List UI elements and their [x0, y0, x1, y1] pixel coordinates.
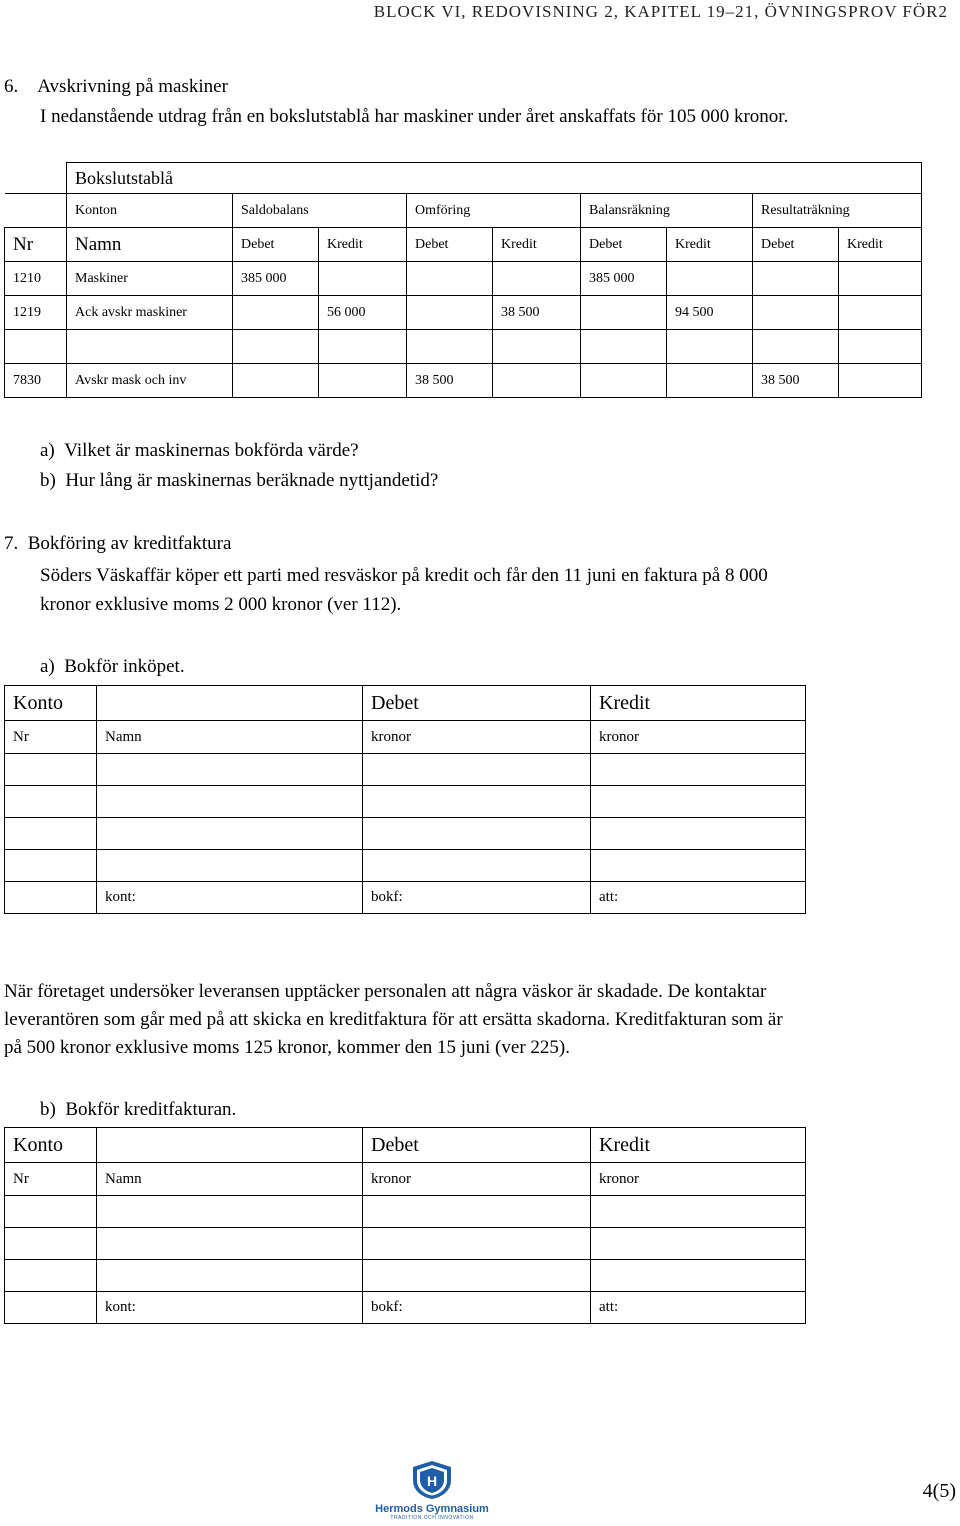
subhead-cell: Debet [753, 228, 839, 262]
journal-subhead-kronor: kronor [591, 1163, 806, 1196]
table-cell [839, 330, 922, 364]
group-resultatrakning: Resultaträkning [753, 194, 922, 228]
q6-title: 6. Avskrivning på maskiner [4, 76, 228, 97]
journal-footer-att: att: [591, 882, 806, 914]
q7-title: 7. Bokföring av kreditfaktura [4, 533, 232, 554]
journal-cell[interactable] [5, 850, 97, 882]
group-saldobalans: Saldobalans [233, 194, 407, 228]
journal-head-empty [97, 1128, 363, 1163]
subhead-nr: Nr [5, 228, 67, 262]
table-cell [67, 330, 233, 364]
journal-cell[interactable] [97, 786, 363, 818]
q7-middle-line1: När företaget undersöker leveransen upptäcker personalen att några väskor är skadade. De kontaktar [4, 981, 767, 1002]
journal-cell[interactable] [5, 1228, 97, 1260]
q7-middle-line2: leverantören som går med på att skicka en kreditfaktura för att ersätta skadorna. Kreditfakturan som är [4, 1009, 783, 1030]
journal-cell[interactable] [5, 1196, 97, 1228]
journal-subhead-nr: Nr [5, 721, 97, 754]
journal-footer-att: att: [591, 1292, 806, 1324]
table-cell [753, 262, 839, 296]
table-cell: Avskr mask och inv [67, 364, 233, 398]
table-cell: 385 000 [233, 262, 319, 296]
table-cell [667, 364, 753, 398]
svg-text:H: H [426, 1473, 438, 1489]
table-cell: 1210 [5, 262, 67, 296]
table-cell [233, 330, 319, 364]
journal-cell[interactable] [591, 754, 806, 786]
journal-head-konto: Konto [5, 686, 97, 721]
table-cell [407, 330, 493, 364]
journal-cell[interactable] [591, 850, 806, 882]
bokslutstabla-title: Bokslutstablå [67, 163, 922, 194]
q7-question-b: b) Bokför kreditfakturan. [40, 1099, 237, 1120]
table-row [5, 262, 922, 296]
journal-footer-kont: kont: [97, 882, 363, 914]
table-cell: Maskiner [67, 262, 233, 296]
subhead-namn: Namn [67, 228, 233, 262]
subhead-cell: Kredit [493, 228, 581, 262]
table-cell [493, 262, 581, 296]
q7-text-line2: kronor exklusive moms 2 000 kronor (ver 112). [40, 594, 402, 615]
journal-subhead-namn: Namn [97, 1163, 363, 1196]
journal-cell[interactable] [5, 1260, 97, 1292]
table-cell [319, 364, 407, 398]
journal-cell[interactable] [591, 1196, 806, 1228]
journal-entry-row [5, 850, 806, 882]
table-row [5, 330, 922, 364]
group-omforing: Omföring [407, 194, 581, 228]
journal-footer-cell [5, 882, 97, 914]
table-row [5, 296, 922, 330]
subhead-cell: Kredit [839, 228, 922, 262]
q7-middle-line3: på 500 kronor exklusive moms 125 kronor, kommer den 15 juni (ver 225). [4, 1037, 570, 1058]
journal-subhead-kronor: kronor [363, 1163, 591, 1196]
table-cell [839, 364, 922, 398]
q7-question-a: a) Bokför inköpet. [40, 656, 185, 677]
journal-subhead-kronor: kronor [363, 721, 591, 754]
table-cell [581, 296, 667, 330]
journal-cell[interactable] [97, 754, 363, 786]
journal-entry-row [5, 754, 806, 786]
journal-cell[interactable] [591, 786, 806, 818]
table-cell: 7830 [5, 364, 67, 398]
journal-cell[interactable] [363, 1228, 591, 1260]
subhead-cell: Debet [233, 228, 319, 262]
q7-text-line1: Söders Väskaffär köper ett parti med resväskor på kredit och får den 11 juni en faktura på 8 000 [40, 565, 768, 586]
journal-head-kredit: Kredit [591, 1128, 806, 1163]
journal-cell[interactable] [363, 1196, 591, 1228]
journal-subhead-nr: Nr [5, 1163, 97, 1196]
journal-cell[interactable] [5, 754, 97, 786]
table-cell [319, 330, 407, 364]
q6-question-a: a) Vilket är maskinernas bokförda värde? [40, 440, 359, 461]
subhead-cell: Kredit [319, 228, 407, 262]
hermods-logo [372, 1460, 492, 1526]
journal-cell[interactable] [363, 1260, 591, 1292]
table-cell: 38 500 [493, 296, 581, 330]
table-cell [581, 330, 667, 364]
journal-footer-cell [5, 1292, 97, 1324]
logo-name: Hermods Gymnasium [375, 1503, 489, 1515]
journal-cell[interactable] [363, 786, 591, 818]
table-cell [839, 296, 922, 330]
table-cell [667, 330, 753, 364]
shield-h-icon [410, 1460, 454, 1500]
journal-cell[interactable] [97, 818, 363, 850]
journal-footer-row [5, 882, 806, 914]
table-cell [407, 262, 493, 296]
bokslutstabla-table [4, 162, 922, 398]
table-cell: 385 000 [581, 262, 667, 296]
table-cell [667, 262, 753, 296]
subhead-cell: Kredit [667, 228, 753, 262]
journal-cell[interactable] [97, 1196, 363, 1228]
journal-head-debet: Debet [363, 1128, 591, 1163]
journal-head-empty [97, 686, 363, 721]
table-cell [233, 364, 319, 398]
table-cell [493, 330, 581, 364]
table-cell: 38 500 [407, 364, 493, 398]
journal-subhead-kronor: kronor [591, 721, 806, 754]
group-balansrakning: Balansräkning [581, 194, 753, 228]
journal-cell[interactable] [591, 1228, 806, 1260]
journal-head-konto: Konto [5, 1128, 97, 1163]
q6-intro: I nedanstående utdrag från en bokslutstablå har maskiner under året anskaffats för 105 000 kronor. [40, 106, 789, 127]
journal-cell[interactable] [97, 1228, 363, 1260]
table-cell [233, 296, 319, 330]
journal-head-kredit: Kredit [591, 686, 806, 721]
journal-footer-kont: kont: [97, 1292, 363, 1324]
journal-table-b [4, 1127, 806, 1324]
journal-entry-row [5, 1228, 806, 1260]
subhead-cell: Debet [407, 228, 493, 262]
table-cell [839, 262, 922, 296]
journal-head-debet: Debet [363, 686, 591, 721]
journal-subhead-namn: Namn [97, 721, 363, 754]
table-cell [319, 262, 407, 296]
journal-footer-bokf: bokf: [363, 1292, 591, 1324]
group-konton: Konton [67, 194, 233, 228]
journal-entry-row [5, 786, 806, 818]
journal-cell[interactable] [97, 1260, 363, 1292]
journal-cell[interactable] [5, 786, 97, 818]
table-cell [753, 296, 839, 330]
journal-cell[interactable] [5, 818, 97, 850]
journal-cell[interactable] [591, 818, 806, 850]
subhead-cell: Debet [581, 228, 667, 262]
journal-cell[interactable] [591, 1260, 806, 1292]
table-cell: Ack avskr maskiner [67, 296, 233, 330]
page-number: 4(5) [922, 1480, 956, 1502]
table-cell: 38 500 [753, 364, 839, 398]
journal-entry-row [5, 1260, 806, 1292]
table-cell [5, 330, 67, 364]
table-cell: 94 500 [667, 296, 753, 330]
table-cell: 1219 [5, 296, 67, 330]
table-cell [753, 330, 839, 364]
journal-cell[interactable] [363, 850, 591, 882]
journal-cell[interactable] [97, 850, 363, 882]
journal-footer-row [5, 1292, 806, 1324]
journal-table-a [4, 685, 806, 914]
logo-tagline: TRADITION OCH INNOVATION [390, 1515, 474, 1521]
journal-footer-bokf: bokf: [363, 882, 591, 914]
journal-entry-row [5, 1196, 806, 1228]
table-cell: 56 000 [319, 296, 407, 330]
table-cell [493, 364, 581, 398]
journal-entry-row [5, 818, 806, 850]
table-cell [407, 296, 493, 330]
journal-cell[interactable] [363, 818, 591, 850]
q6-question-b: b) Hur lång är maskinernas beräknade nyttjandetid? [40, 470, 439, 491]
page-header: BLOCK VI, REDOVISNING 2, KAPITEL 19–21, ÖVNINGSPROV FÖR2 [373, 2, 948, 21]
table-cell [581, 364, 667, 398]
journal-cell[interactable] [363, 754, 591, 786]
table-row [5, 364, 922, 398]
